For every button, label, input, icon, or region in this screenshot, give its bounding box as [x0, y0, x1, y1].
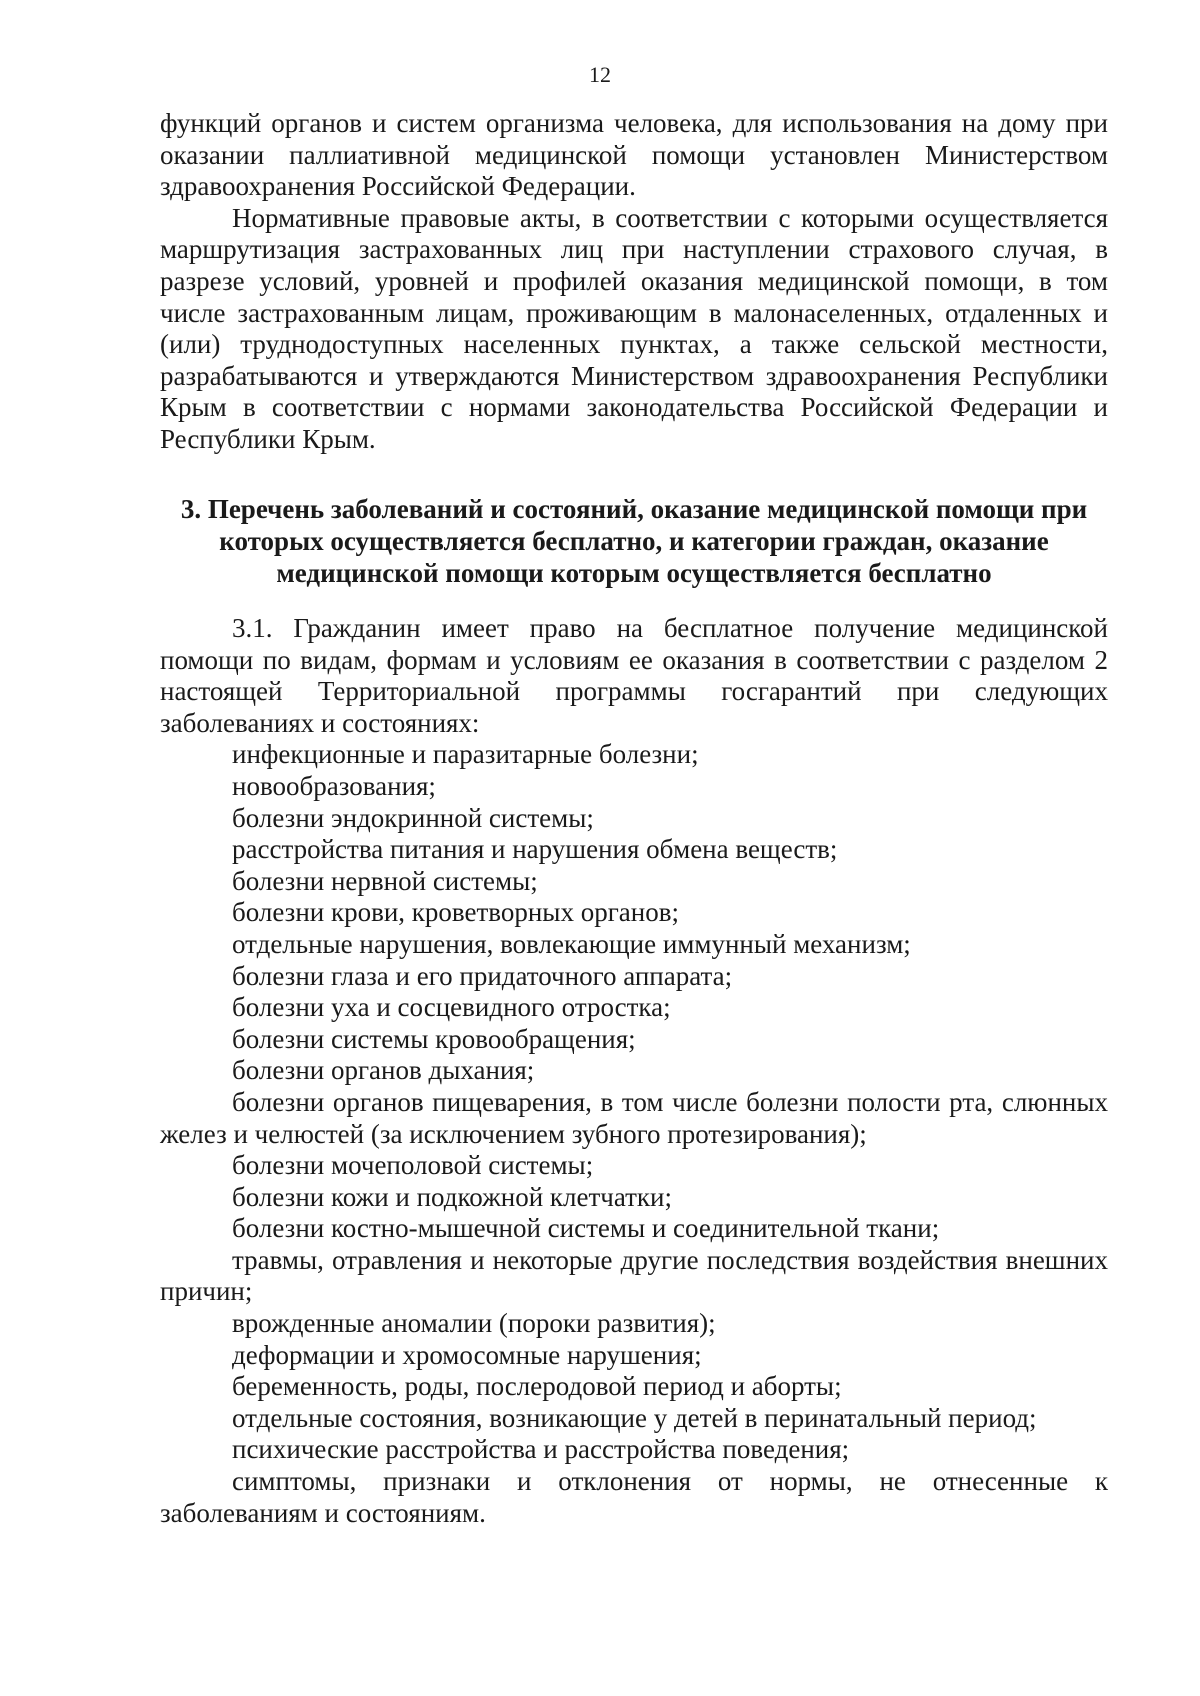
- list-item: болезни нервной системы;: [232, 865, 538, 896]
- list-item: деформации и хромосомные нарушения;: [232, 1339, 702, 1370]
- list-item: отдельные состояния, возникающие у детей в перинатальный период;: [232, 1402, 1037, 1433]
- paragraph-3-1: 3.1. Гражданин имеет право на бесплатное получение медицинской помощи по видам, формам и условиям ее оказания в соответствии с разделом 2 настоящей Территориальной программы госгарантий при следующих заболеваниях и состояниях:: [160, 613, 1108, 738]
- intro-paragraph-continued: функций органов и систем организма человека, для использования на дому при оказании паллиативной медицинской помощи установлен Министерством здравоохранения Российской Федерации.: [160, 108, 1108, 202]
- section-3-heading: 3. Перечень заболеваний и состояний, оказание медицинской помощи при которых осуществляется бесплатно, и категории граждан, оказание медицинской помощи которым осуществляется бесплатно: [180, 494, 1088, 588]
- list-item: болезни крови, кроветворных органов;: [232, 897, 679, 928]
- section-3-body: [160, 613, 1108, 1529]
- list-item: отдельные нарушения, вовлекающие иммунный механизм;: [232, 928, 911, 959]
- list-item: болезни системы кровообращения;: [232, 1023, 636, 1054]
- list-item: болезни костно-мышечной системы и соединительной ткани;: [232, 1213, 940, 1244]
- list-item: болезни органов пищеварения, в том числе болезни полости рта, слюнных желез и челюстей (за исключением зубного протезирования);: [160, 1086, 1108, 1149]
- list-item: травмы, отравления и некоторые другие последствия воздействия внешних причин;: [160, 1244, 1108, 1307]
- intro-text: [160, 108, 1108, 456]
- intro-paragraph-routing: Нормативные правовые акты, в соответствии с которыми осуществляется маршрутизация застрахованных лиц при наступлении страхового случая, в разрезе условий, уровней и профилей оказания медицинской помощи, в том числе застрахованным лицам, проживающим в малонаселенных, отдаленных и (или) труднодоступных населенных пунктах, а также сельской местности, разрабатываются и утверждаются Министерством здравоохранения Республики Крым в соответствии с нормами законодательства Российской Федерации и Республики Крым.: [160, 202, 1108, 454]
- list-item: болезни кожи и подкожной клетчатки;: [232, 1181, 673, 1212]
- list-item: беременность, роды, послеродовой период и аборты;: [232, 1371, 842, 1402]
- list-item: болезни мочеполовой системы;: [232, 1150, 594, 1181]
- list-item: врожденные аномалии (пороки развития);: [232, 1308, 716, 1339]
- list-item: болезни уха и сосцевидного отростка;: [232, 992, 671, 1023]
- list-item: симптомы, признаки и отклонения от нормы, не отнесенные к заболеваниям и состояниям.: [160, 1466, 1108, 1528]
- list-item: новообразования;: [232, 770, 436, 801]
- list-item: болезни эндокринной системы;: [232, 802, 594, 833]
- list-item: психические расстройства и расстройства поведения;: [232, 1434, 850, 1465]
- page-number: 12: [589, 62, 611, 87]
- list-item: инфекционные и паразитарные болезни;: [232, 739, 699, 770]
- conditions-list: [160, 739, 1108, 1529]
- list-item: болезни глаза и его придаточного аппарата;: [232, 960, 733, 991]
- list-item: болезни органов дыхания;: [232, 1055, 535, 1086]
- list-item: расстройства питания и нарушения обмена веществ;: [232, 834, 838, 865]
